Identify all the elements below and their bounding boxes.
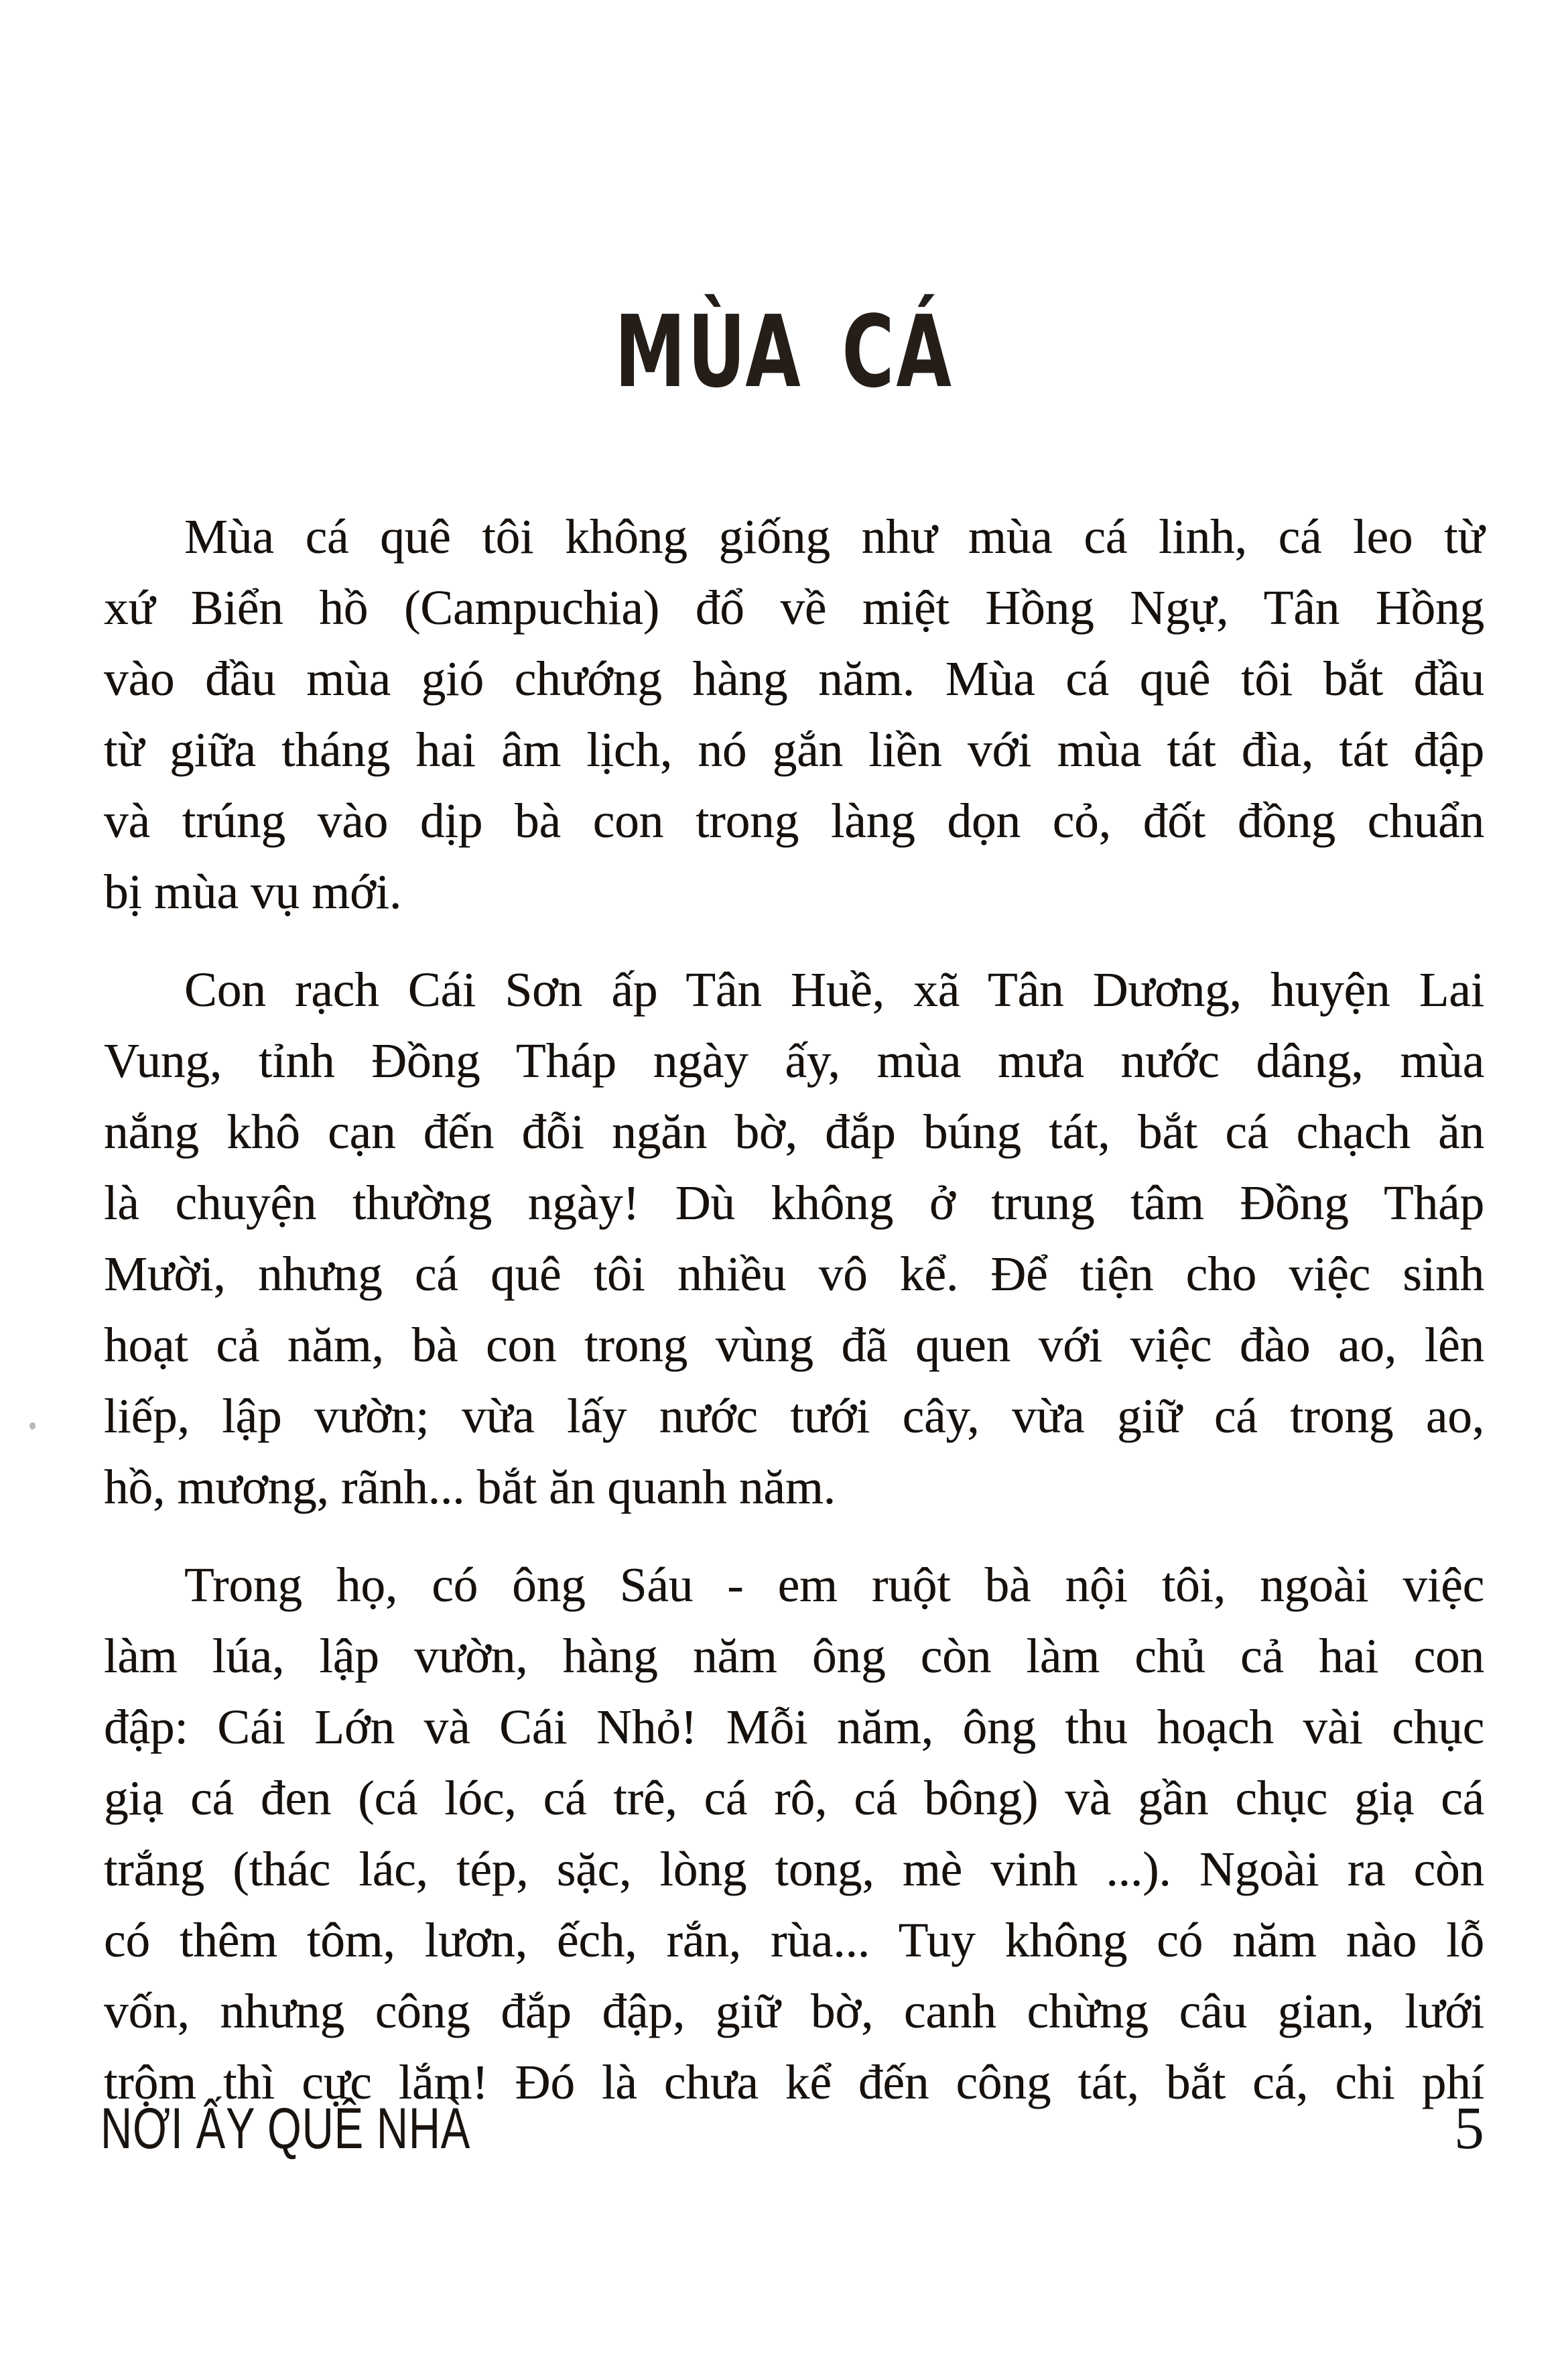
chapter-title: MÙA CÁ: [614, 294, 954, 410]
paragraph: [104, 954, 1484, 1523]
text-line: vốn, nhưng công đắp đập, giữ bờ, canh chừng câu gian, lưới: [104, 1984, 1484, 2038]
text-line: liếp, lập vườn; vừa lấy nước tưới cây, vừa giữ cá trong ao,: [104, 1389, 1484, 1443]
text-line: hoạt cả năm, bà con trong vùng đã quen với việc đào ao, lên: [104, 1318, 1484, 1372]
body-text: [104, 501, 1484, 2118]
scan-artifact-dot: [29, 1422, 36, 1430]
text-line: xứ Biển hồ (Campuchia) đổ về miệt Hồng Ngự, Tân Hồng: [104, 580, 1484, 635]
text-line: trắng (thác lác, tép, sặc, lòng tong, mè vinh ...). Ngoài ra còn: [104, 1842, 1484, 1896]
page-number: 5: [1454, 2095, 1484, 2162]
text-line: và trúng vào dịp bà con trong làng dọn cỏ, đốt đồng chuẩn: [104, 794, 1484, 848]
text-line: nắng khô cạn đến đỗi ngăn bờ, đắp búng tát, bắt cá chạch ăn: [104, 1105, 1484, 1159]
text-line: có thêm tôm, lươn, ếch, rắn, rùa... Tuy không có năm nào lỗ: [104, 1913, 1484, 1967]
text-line: đập: Cái Lớn và Cái Nhỏ! Mỗi năm, ông thu hoạch vài chục: [104, 1700, 1484, 1754]
paragraph: [104, 501, 1484, 928]
text-line: từ giữa tháng hai âm lịch, nó gắn liền với mùa tát đìa, tát đập: [104, 723, 1484, 777]
text-line: giạ cá đen (cá lóc, cá trê, cá rô, cá bông) và gần chục giạ cá: [104, 1771, 1484, 1825]
text-line: Con rạch Cái Sơn ấp Tân Huề, xã Tân Dương, huyện Lai: [184, 962, 1484, 1017]
text-line: Vung, tỉnh Đồng Tháp ngày ấy, mùa mưa nước dâng, mùa: [104, 1034, 1484, 1088]
page-footer: [101, 2097, 1484, 2161]
text-line: Trong họ, có ông Sáu - em ruột bà nội tôi, ngoài việc: [184, 1558, 1484, 1612]
text-line: là chuyện thường ngày! Dù không ở trung tâm Đồng Tháp: [104, 1176, 1484, 1230]
text-line: trộm thì cực lắm! Đó là chưa kể đến công tát, bắt cá, chi phí: [104, 2055, 1484, 2109]
text-line: Mùa cá quê tôi không giống như mùa cá linh, cá leo từ: [184, 509, 1484, 564]
running-title: NƠI ẤY QUÊ NHÀ: [101, 2097, 471, 2161]
text-line: hồ, mương, rãnh... bắt ăn quanh năm.: [104, 1460, 836, 1514]
text-line: bị mùa vụ mới.: [104, 865, 402, 919]
text-line: vào đầu mùa gió chướng hàng năm. Mùa cá quê tôi bắt đầu: [104, 651, 1484, 706]
text-line: Mười, nhưng cá quê tôi nhiều vô kể. Để tiện cho việc sinh: [104, 1247, 1484, 1301]
text-line: làm lúa, lập vườn, hàng năm ông còn làm chủ cả hai con: [104, 1629, 1484, 1683]
paragraph: [104, 1550, 1484, 2118]
